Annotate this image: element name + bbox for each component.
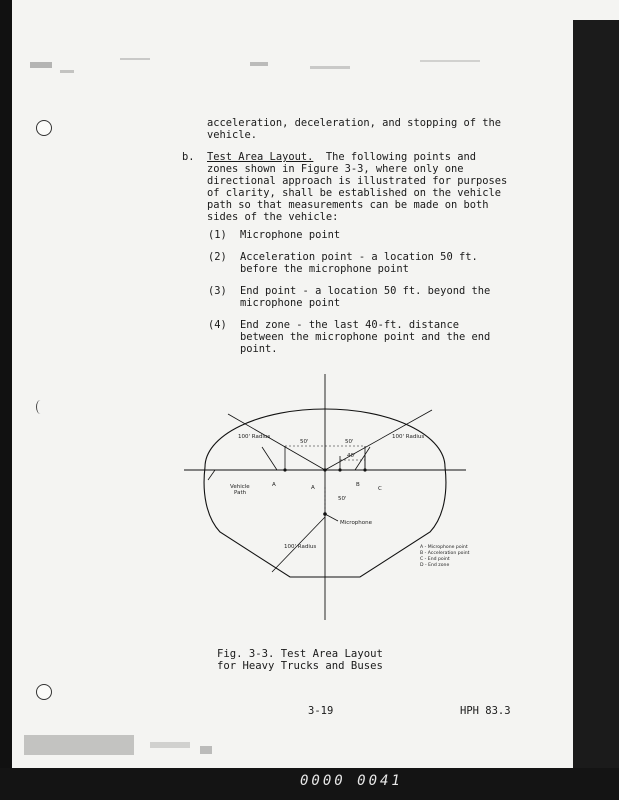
list-item-1-num: (1) [208,229,227,241]
legend-item-1: A - Microphone point [420,545,468,550]
item-b-line-2: zones shown in Figure 3-3, where only one [207,163,464,175]
item-b-line-4: of clarity, shall be established on the vehicle [207,187,502,199]
list-item-2-line-2: before the microphone point [240,263,409,275]
radius-label-bottom: 100' Radius [284,544,317,550]
dim-label-right: 50' [345,439,354,445]
list-item-1-line-1: Microphone point [240,229,341,241]
radius-label-right: 100' Radius [392,434,425,440]
caption-line-1: Fig. 3-3. Test Area Layout [217,648,383,660]
legend-item-2: B - Acceleration point [420,551,470,556]
dim-label-mic: 50' [338,496,347,502]
point-label-a2: A [311,485,315,491]
list-item-4-num: (4) [208,319,227,331]
list-item-3-line-2: microphone point [240,297,341,309]
legend-item-4: D - End zone [420,563,450,568]
list-item-3-num: (3) [208,285,227,297]
punch-hole-top [36,120,52,136]
item-b-heading: Test Area Layout. [207,151,314,163]
page-number: 3-19 [308,705,334,717]
dim-label-end: 40' [347,453,356,459]
document-code: HPH 83.3 [460,705,511,717]
list-item-2-line-1: Acceleration point - a location 50 ft. [240,251,478,263]
radius-label-left: 100' Radius [238,434,271,440]
item-b-line-1: The following points and [325,151,477,163]
list-item-4-line-1: End zone - the last 40-ft. distance [240,319,459,331]
scan-border-left [0,0,12,800]
continued-line-1: acceleration, deceleration, and stopping of the [207,117,502,129]
microphone-label: Microphone [340,520,373,526]
test-area-layout-figure [180,372,470,622]
punch-hole-bottom [36,684,52,700]
microfilm-frame-number: 0000 0041 [300,773,403,789]
list-item-2-num: (2) [208,251,227,263]
point-label-b: B [356,482,360,488]
vehicle-path-label-2: Path [234,490,247,496]
legend-item-3: C - End point [420,557,450,562]
punch-hole-middle [36,400,45,414]
scan-border-right [573,20,619,800]
list-item-3-line-1: End point - a location 50 ft. beyond the [240,285,491,297]
continued-line-2: vehicle. [207,129,258,141]
vehicle-path-label-1: Vehicle [230,484,250,490]
list-item-4-line-2: between the microphone point and the end [240,331,491,343]
item-b-label: b. [182,151,195,163]
list-item-4-line-3: point. [240,343,278,355]
item-b-line-5: path so that measurements can be made on both [207,199,489,211]
point-label-a: A [272,482,276,488]
dim-label-left: 50' [300,439,309,445]
item-b-line-3: directional approach is illustrated for purposes [207,175,508,187]
point-label-c: C [378,486,382,492]
figure-legend [420,544,470,568]
figure-caption [217,648,383,672]
caption-line-2: for Heavy Trucks and Buses [217,660,383,672]
item-b-line-6: sides of the vehicle: [207,211,339,223]
